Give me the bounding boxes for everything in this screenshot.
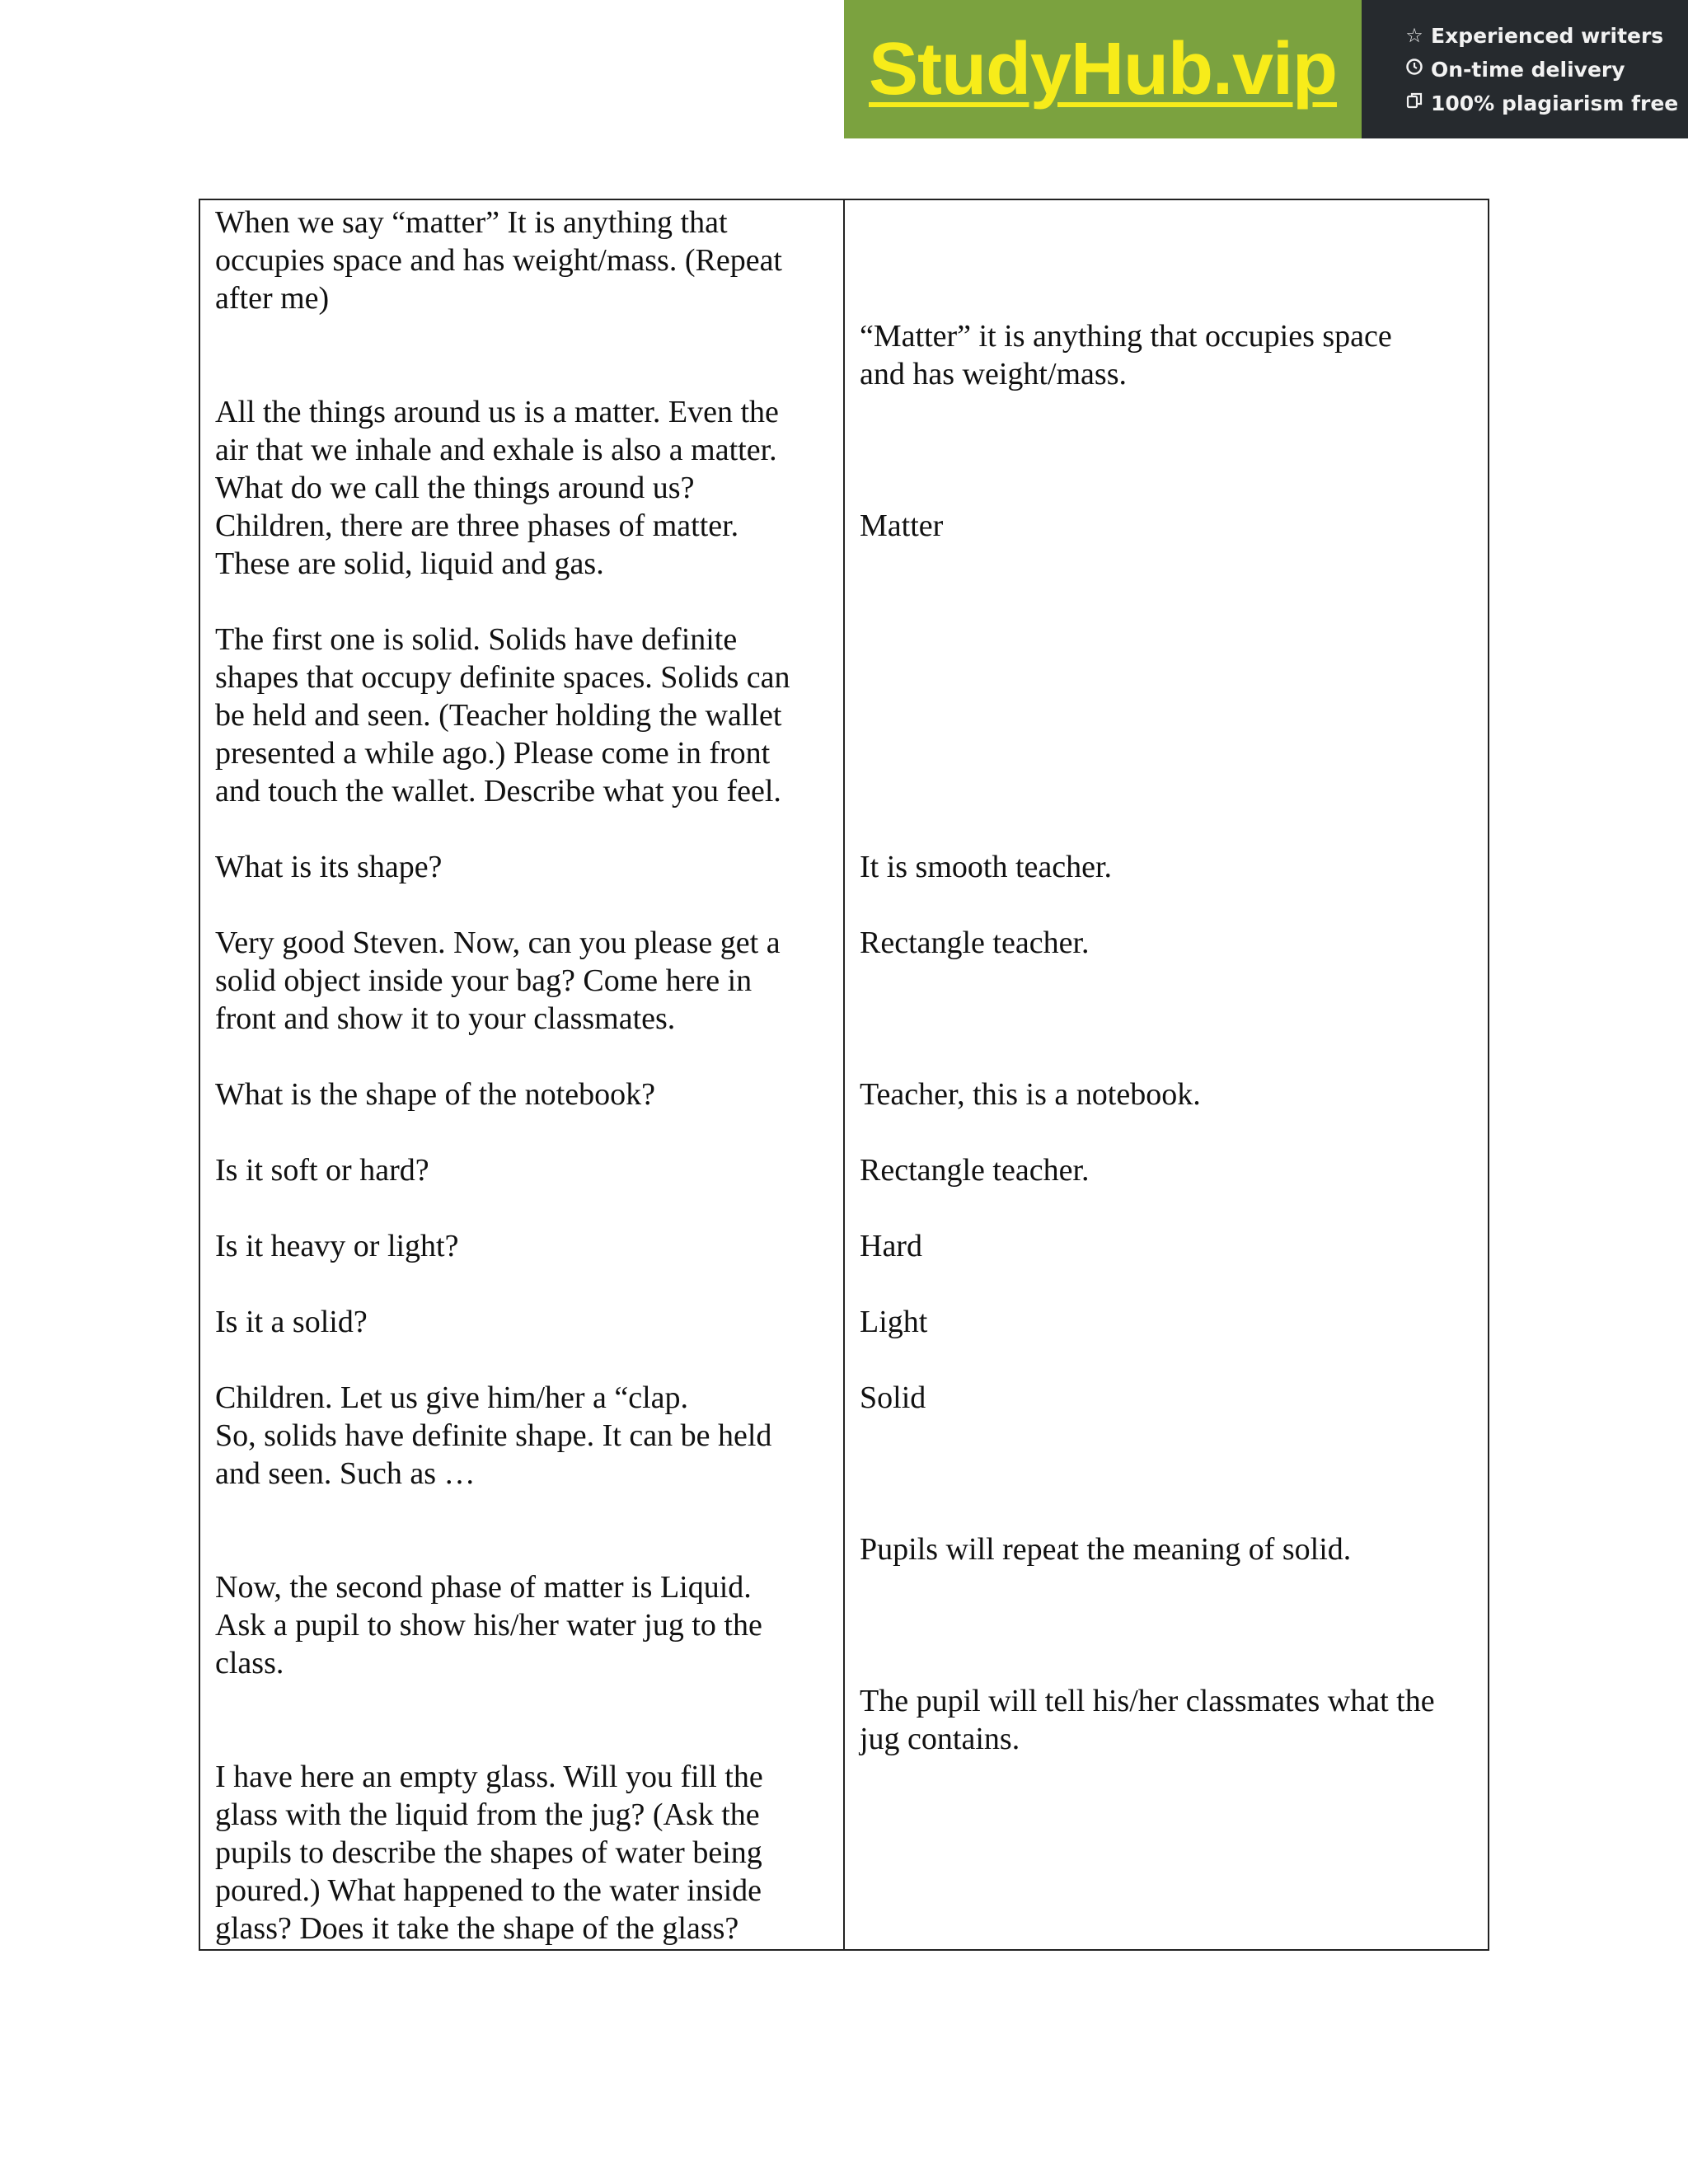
teacher-paragraph: What is its shape? [215, 850, 443, 884]
teacher-paragraph: All the things around us is a matter. Even the air that we inhale and exhale is also a matter. What do we call the things around us? [215, 395, 779, 505]
teacher-paragraph: Now, the second phase of matter is Liquid. Ask a pupil to show his/her water jug to the class. [215, 1570, 762, 1680]
lesson-table [199, 199, 1489, 1951]
teacher-paragraph: Very good Steven. Now, can you please get a solid object inside your bag? Come here in front and show it to your classmates. [215, 926, 781, 1036]
teacher-paragraph: The first one is solid. Solids have definite shapes that occupy definite spaces. Solids can be held and seen. (Teacher holding the wallet presented a while ago.) Please come in front and touch the wallet. Describe what you feel. [215, 622, 790, 808]
teacher-paragraph: I have here an empty glass. Will you fill the glass with the liquid from the jug? (Ask the pupils to describe the shapes of water being poured.) What happened to the water inside glass? Does it take the shape of the glass? [215, 1760, 763, 1946]
teacher-activity-column [200, 200, 845, 1949]
banner-features [1362, 0, 1688, 138]
teacher-paragraph: Is it soft or hard? [215, 1153, 429, 1188]
pupil-paragraph: Teacher, this is a notebook. [860, 1077, 1201, 1112]
feature-label: 100% plagiarism free [1431, 91, 1679, 115]
pupil-paragraph: Light [860, 1305, 928, 1339]
feature-label: On-time delivery [1431, 57, 1625, 82]
pupil-paragraph: “Matter” it is anything that occupies space and has weight/mass. [860, 319, 1392, 391]
pupil-paragraph: Hard [860, 1229, 922, 1263]
pupil-paragraph: Rectangle teacher. [860, 926, 1090, 960]
teacher-paragraph: What is the shape of the notebook? [215, 1077, 655, 1112]
star-outline-icon: ☆ [1405, 24, 1423, 47]
pupil-paragraph: Matter [860, 509, 944, 543]
feature-on-time-delivery [1404, 58, 1688, 82]
pupil-paragraph: It is smooth teacher. [860, 850, 1113, 884]
pupil-activity-column [845, 200, 1488, 1949]
feature-label: Experienced writers [1431, 23, 1664, 48]
teacher-paragraph: Children, there are three phases of matter. These are solid, liquid and gas. [215, 509, 739, 581]
teacher-paragraph: Children. Let us give him/her a “clap. So, solids have definite shape. It can be held and seen. Such as … [215, 1380, 772, 1491]
studyhub-banner[interactable] [844, 0, 1688, 138]
feature-experienced-writers [1404, 24, 1688, 48]
pupil-paragraph: Solid [860, 1380, 926, 1415]
pupil-paragraph: The pupil will tell his/her classmates what the jug contains. [860, 1684, 1435, 1756]
teacher-paragraph: When we say “matter” It is anything that occupies space and has weight/mass. (Repeat after me) [215, 205, 782, 316]
logo-text: StudyHub.vip [869, 27, 1337, 110]
teacher-paragraph: Is it heavy or light? [215, 1229, 459, 1263]
feature-plagiarism-free [1404, 91, 1688, 115]
clock-icon [1404, 58, 1424, 81]
pupil-paragraph: Pupils will repeat the meaning of solid. [860, 1532, 1352, 1567]
studyhub-logo[interactable] [844, 0, 1362, 138]
pupil-paragraph: Rectangle teacher. [860, 1153, 1090, 1188]
teacher-paragraph: Is it a solid? [215, 1305, 368, 1339]
copy-icon [1404, 91, 1424, 115]
